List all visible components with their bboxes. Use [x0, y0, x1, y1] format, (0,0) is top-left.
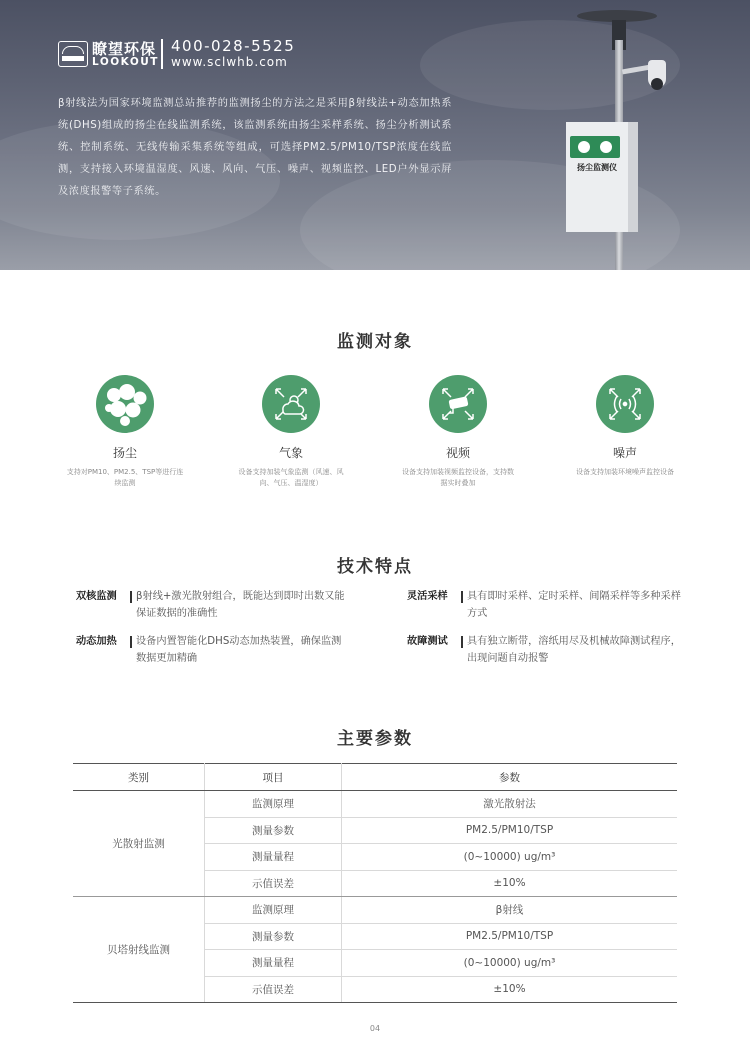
section-title-features: 技术特点 — [337, 557, 413, 577]
item-cell: 测量参数 — [205, 923, 342, 950]
feature-label: 双核监测 — [76, 591, 117, 602]
section-title-params: 主要参数 — [337, 729, 413, 749]
value-cell: (0~10000) ug/m³ — [342, 950, 678, 977]
value-cell: ±10% — [342, 870, 678, 897]
monitor-item-weather — [221, 375, 361, 489]
table-row — [73, 791, 677, 818]
category-cell: 贝塔射线监测 — [73, 897, 205, 1003]
feature-divider — [130, 591, 132, 603]
feature-label: 灵活采样 — [407, 591, 448, 602]
video-icon — [429, 375, 487, 433]
item-cell: 测量量程 — [205, 950, 342, 977]
dust-icon — [96, 375, 154, 433]
brand-logo-icon — [58, 41, 88, 67]
monitor-item-desc: 设备支持加装环境噪声监控设备 — [576, 468, 674, 476]
noise-icon — [596, 375, 654, 433]
column-header-category: 类别 — [73, 764, 205, 791]
owl-face-logo — [570, 136, 620, 158]
brand-name-cn: 瞭望环保 — [92, 40, 157, 58]
feature-text: 设备内置智能化DHS动态加热装置，确保监测数据更加精确 — [136, 636, 342, 664]
column-header-value: 参数 — [342, 764, 678, 791]
monitor-item-desc: 设备支持加装气象监测（风速、风向、气压、温湿度） — [238, 468, 344, 487]
feature-divider — [461, 591, 463, 603]
monitor-item-name: 气象 — [278, 446, 303, 460]
dust-monitor-device-illustration — [552, 0, 682, 270]
page-number: 04 — [369, 1024, 381, 1033]
brand-divider — [161, 39, 163, 69]
monitor-item-name: 噪声 — [612, 446, 637, 460]
monitor-item-video — [388, 375, 528, 489]
hero-banner — [0, 0, 750, 270]
item-cell: 测量参数 — [205, 817, 342, 844]
value-cell: PM2.5/PM10/TSP — [342, 817, 678, 844]
device-label: 扬尘监测仪 — [577, 163, 617, 172]
hotline-number: 400-028-5525 — [171, 37, 296, 55]
feature-text: β射线+激光散射组合，既能达到即时出数又能保证数据的准确性 — [136, 591, 345, 619]
table-row — [73, 897, 677, 924]
item-cell: 监测原理 — [205, 791, 342, 818]
section-title-monitoring: 监测对象 — [337, 332, 413, 352]
monitor-item-desc: 设备支持加装视频监控设备，支持数据实时叠加 — [402, 468, 514, 487]
monitor-item-name: 扬尘 — [112, 446, 137, 460]
feature-divider — [130, 636, 132, 648]
monitor-item-desc: 支持对PM10、PM2.5、TSP等进行连续监测 — [66, 468, 184, 487]
feature-text: 具有独立断带，溶纸用尽及机械故障测试程序，出现问题自动报警 — [467, 636, 681, 664]
monitor-item-noise — [555, 375, 695, 478]
table-header-row — [73, 764, 677, 791]
item-cell: 示值误差 — [205, 976, 342, 1003]
value-cell: PM2.5/PM10/TSP — [342, 923, 678, 950]
item-cell: 监测原理 — [205, 897, 342, 924]
feature-label: 动态加热 — [76, 636, 117, 647]
value-cell: 激光散射法 — [342, 791, 678, 818]
intro-paragraph: β射线法为国家环境监测总站推荐的监测扬尘的方法之是采用β射线法+动态加热系统(DHS)组成的扬尘在线监测系统，该监测系统由扬尘采样系统、扬尘分析测试系统、控制系统、无线传输采集系统等组成，可选择PM2.5/PM10/TSP浓度在线监测，支持接入环境温湿度、风速、风向、气压、噪声、视频监控、LED户外显示屏及浓度报警等子系统。 — [58, 98, 452, 197]
website-url[interactable]: www.sclwhb.com — [171, 55, 288, 69]
camera-lens — [651, 78, 663, 90]
value-cell: ±10% — [342, 976, 678, 1003]
params-table — [73, 763, 677, 1003]
category-cell: 光散射监测 — [73, 791, 205, 897]
monitor-item-dust — [55, 375, 195, 489]
weather-icon — [262, 375, 320, 433]
item-cell: 测量量程 — [205, 844, 342, 871]
feature-label: 故障测试 — [407, 636, 448, 647]
value-cell: (0~10000) ug/m³ — [342, 844, 678, 871]
value-cell: β射线 — [342, 897, 678, 924]
brand-name-en: LOOKOUT — [92, 56, 159, 68]
feature-divider — [461, 636, 463, 648]
monitor-item-name: 视频 — [445, 446, 470, 460]
column-header-item: 项目 — [205, 764, 342, 791]
feature-text: 具有即时采样、定时采样、间隔采样等多种采样方式 — [467, 591, 681, 619]
item-cell: 示值误差 — [205, 870, 342, 897]
